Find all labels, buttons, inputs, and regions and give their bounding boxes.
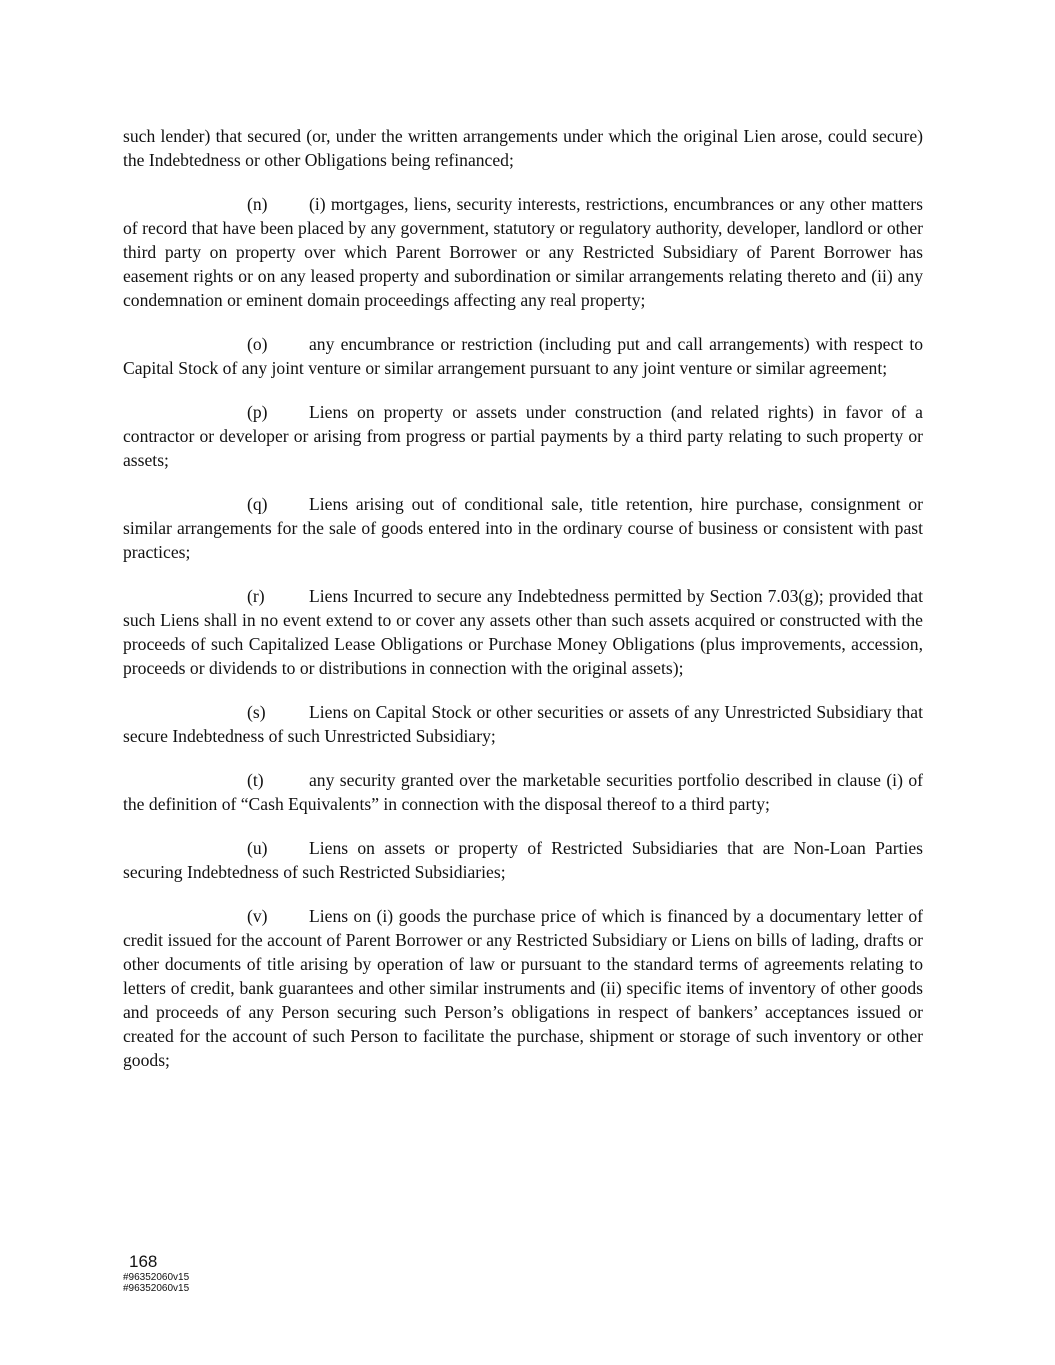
clause-text: any encumbrance or restriction (including put and call arrangements) with respect to Capital Stock of any joint venture or similar arrangement pursuant to any joint venture or similar agreement; bbox=[123, 334, 923, 378]
clause-label: (s) bbox=[247, 702, 266, 722]
clause-text: any security granted over the marketable securities portfolio described in clause (i) of the definition of “Cash Equivalents” in connection with the disposal thereof to a third party; bbox=[123, 770, 923, 814]
clause-label: (r) bbox=[247, 586, 265, 606]
document-id: #96352060v15 bbox=[123, 1272, 190, 1283]
clause-n bbox=[123, 192, 923, 312]
clause-u bbox=[123, 836, 923, 884]
page-footer bbox=[123, 1252, 189, 1294]
clause-label: (v) bbox=[247, 906, 268, 926]
clause-q bbox=[123, 492, 923, 564]
clause-text: Liens on property or assets under construction (and related rights) in favor of a contractor or developer or arising from progress or partial payments by a third party relating to such property or assets; bbox=[123, 402, 923, 470]
clause-p bbox=[123, 400, 923, 472]
clause-label: (u) bbox=[247, 838, 268, 858]
clause-text: Liens Incurred to secure any Indebtedness permitted by Section 7.03(g); provided that such Liens shall in no event extend to or cover any assets other than such assets acquired or constructed with the proceeds of such Capitalized Lease Obligations or Purchase Money Obligations (plus improvements, accession, proceeds or dividends to or distributions in connection with the original assets); bbox=[123, 586, 923, 678]
clause-o bbox=[123, 332, 923, 380]
clause-text: Liens on Capital Stock or other securities or assets of any Unrestricted Subsidiary that secure Indebtedness of such Unrestricted Subsidiary; bbox=[123, 702, 923, 746]
clause-label: (p) bbox=[247, 402, 268, 422]
clause-label: (n) bbox=[247, 194, 268, 214]
document-id: #96352060v15 bbox=[123, 1283, 190, 1294]
intro-paragraph: such lender) that secured (or, under the written arrangements under which the original Lien arose, could secure) the Indebtedness or other Obligations being refinanced; bbox=[123, 126, 923, 170]
clause-label: (q) bbox=[247, 494, 268, 514]
clause-t bbox=[123, 768, 923, 816]
clause-label: (t) bbox=[247, 770, 264, 790]
document-body bbox=[123, 124, 923, 1092]
clause-text: Liens on assets or property of Restricted Subsidiaries that are Non-Loan Parties securing Indebtedness of such Restricted Subsidiaries; bbox=[123, 838, 923, 882]
clause-v bbox=[123, 904, 923, 1072]
clause-text: Liens arising out of conditional sale, title retention, hire purchase, consignment or similar arrangements for the sale of goods entered into in the ordinary course of business or consistent with past practices; bbox=[123, 494, 923, 562]
clause-label: (o) bbox=[247, 334, 268, 354]
page-number: 168 bbox=[129, 1252, 158, 1271]
clause-text: (i) mortgages, liens, security interests, restrictions, encumbrances or any other matters of record that have been placed by any government, statutory or regulatory authority, developer, landlord or other third party on property over which Parent Borrower or any Restricted Subsidiary of Parent Borrower has easement rights or on any leased property and subordination or similar arrangements relating thereto and (ii) any condemnation or eminent domain proceedings affecting any real property; bbox=[123, 194, 923, 310]
clause-r bbox=[123, 584, 923, 680]
clause-text: Liens on (i) goods the purchase price of which is financed by a documentary letter of credit issued for the account of Parent Borrower or any Restricted Subsidiary or Liens on bills of lading, drafts or other documents of title arising by operation of law or pursuant to the standard terms of agreements relating to letters of credit, bank guarantees and other similar instruments and (ii) specific items of inventory of other goods and proceeds of any Person securing such Person’s obligations in respect of bankers’ acceptances issued or created for the account of such Person to facilitate the purchase, shipment or storage of such inventory or other goods; bbox=[123, 906, 923, 1070]
clause-s bbox=[123, 700, 923, 748]
